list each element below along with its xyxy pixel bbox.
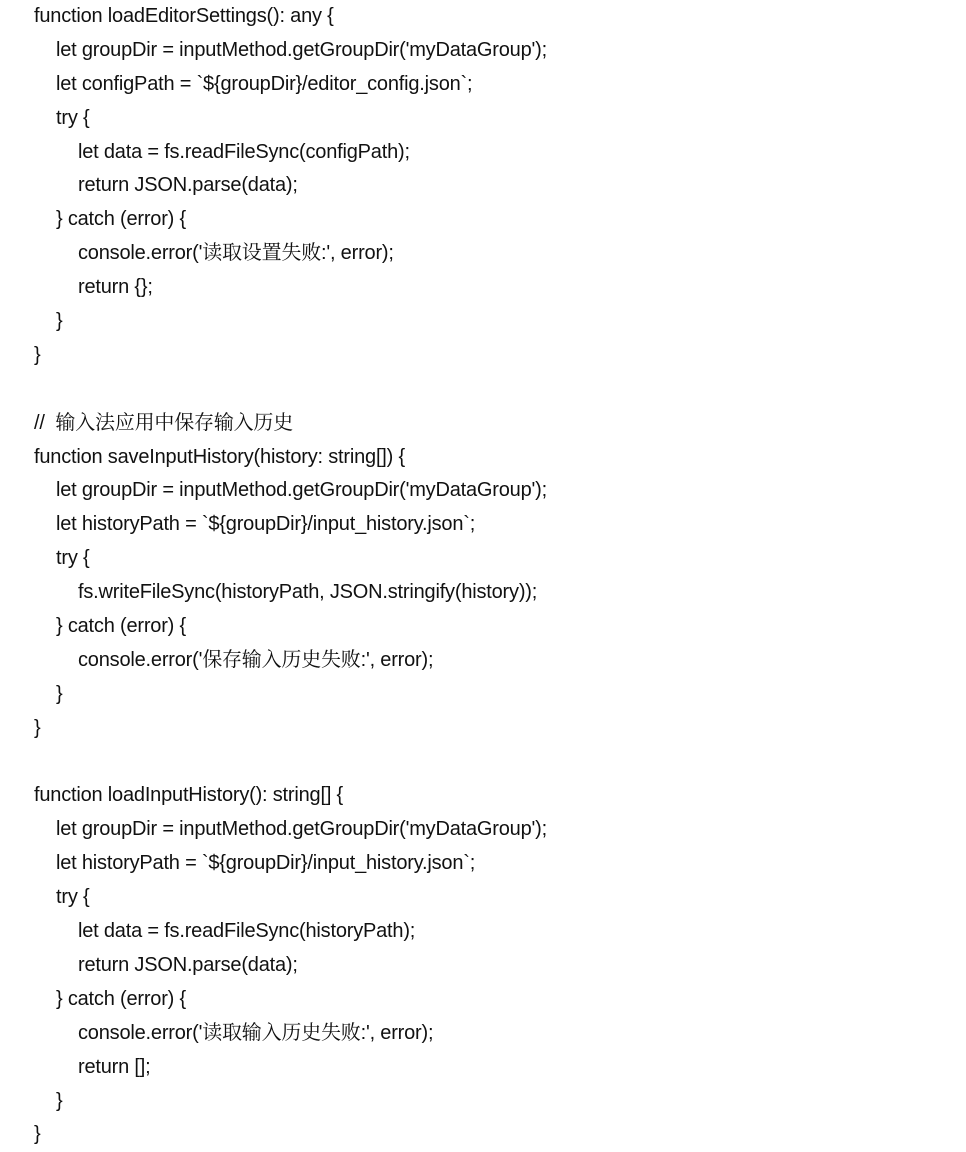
code-line: console.error('读取设置失败:', error); bbox=[78, 242, 394, 265]
code-line: } bbox=[34, 1123, 41, 1146]
code-blank-line bbox=[34, 746, 954, 780]
code-line: } bbox=[56, 682, 63, 705]
code-block bbox=[34, 0, 954, 1152]
code-line: console.error('读取输入历史失败:', error); bbox=[78, 1021, 434, 1044]
code-line: } bbox=[34, 343, 41, 366]
code-blank-line bbox=[34, 373, 954, 407]
code-line: function loadInputHistory(): string[] { bbox=[34, 784, 344, 807]
code-line: return []; bbox=[78, 1055, 151, 1078]
code-line: return {}; bbox=[78, 276, 153, 299]
code-line: } catch (error) { bbox=[56, 615, 186, 638]
code-line: return JSON.parse(data); bbox=[78, 174, 298, 197]
code-line: fs.writeFileSync(historyPath, JSON.stringify(history)); bbox=[78, 581, 538, 604]
code-line: // 输入法应用中保存输入历史 bbox=[34, 411, 294, 434]
code-line: let historyPath = `${groupDir}/input_history.json`; bbox=[56, 852, 476, 875]
code-line: try { bbox=[56, 106, 90, 129]
code-line: let groupDir = inputMethod.getGroupDir('myDataGroup'); bbox=[56, 38, 547, 61]
code-line: let historyPath = `${groupDir}/input_history.json`; bbox=[56, 513, 476, 536]
code-line: try { bbox=[56, 886, 90, 909]
code-line: let data = fs.readFileSync(configPath); bbox=[78, 140, 410, 163]
code-line: let data = fs.readFileSync(historyPath); bbox=[78, 920, 416, 943]
code-line: } catch (error) { bbox=[56, 208, 186, 231]
code-line: } bbox=[56, 310, 63, 333]
code-line: return JSON.parse(data); bbox=[78, 953, 298, 976]
code-line: function loadEditorSettings(): any { bbox=[34, 5, 334, 27]
code-line: let groupDir = inputMethod.getGroupDir('myDataGroup'); bbox=[56, 479, 547, 502]
code-line: let groupDir = inputMethod.getGroupDir('myDataGroup'); bbox=[56, 818, 547, 841]
code-line: } bbox=[34, 716, 41, 739]
code-line: try { bbox=[56, 547, 90, 570]
code-line: let configPath = `${groupDir}/editor_config.json`; bbox=[56, 72, 473, 95]
code-line: function saveInputHistory(history: string[]) { bbox=[34, 445, 405, 468]
code-line: } catch (error) { bbox=[56, 987, 186, 1010]
code-line: } bbox=[56, 1089, 63, 1112]
code-line: console.error('保存输入历史失败:', error); bbox=[78, 648, 434, 671]
